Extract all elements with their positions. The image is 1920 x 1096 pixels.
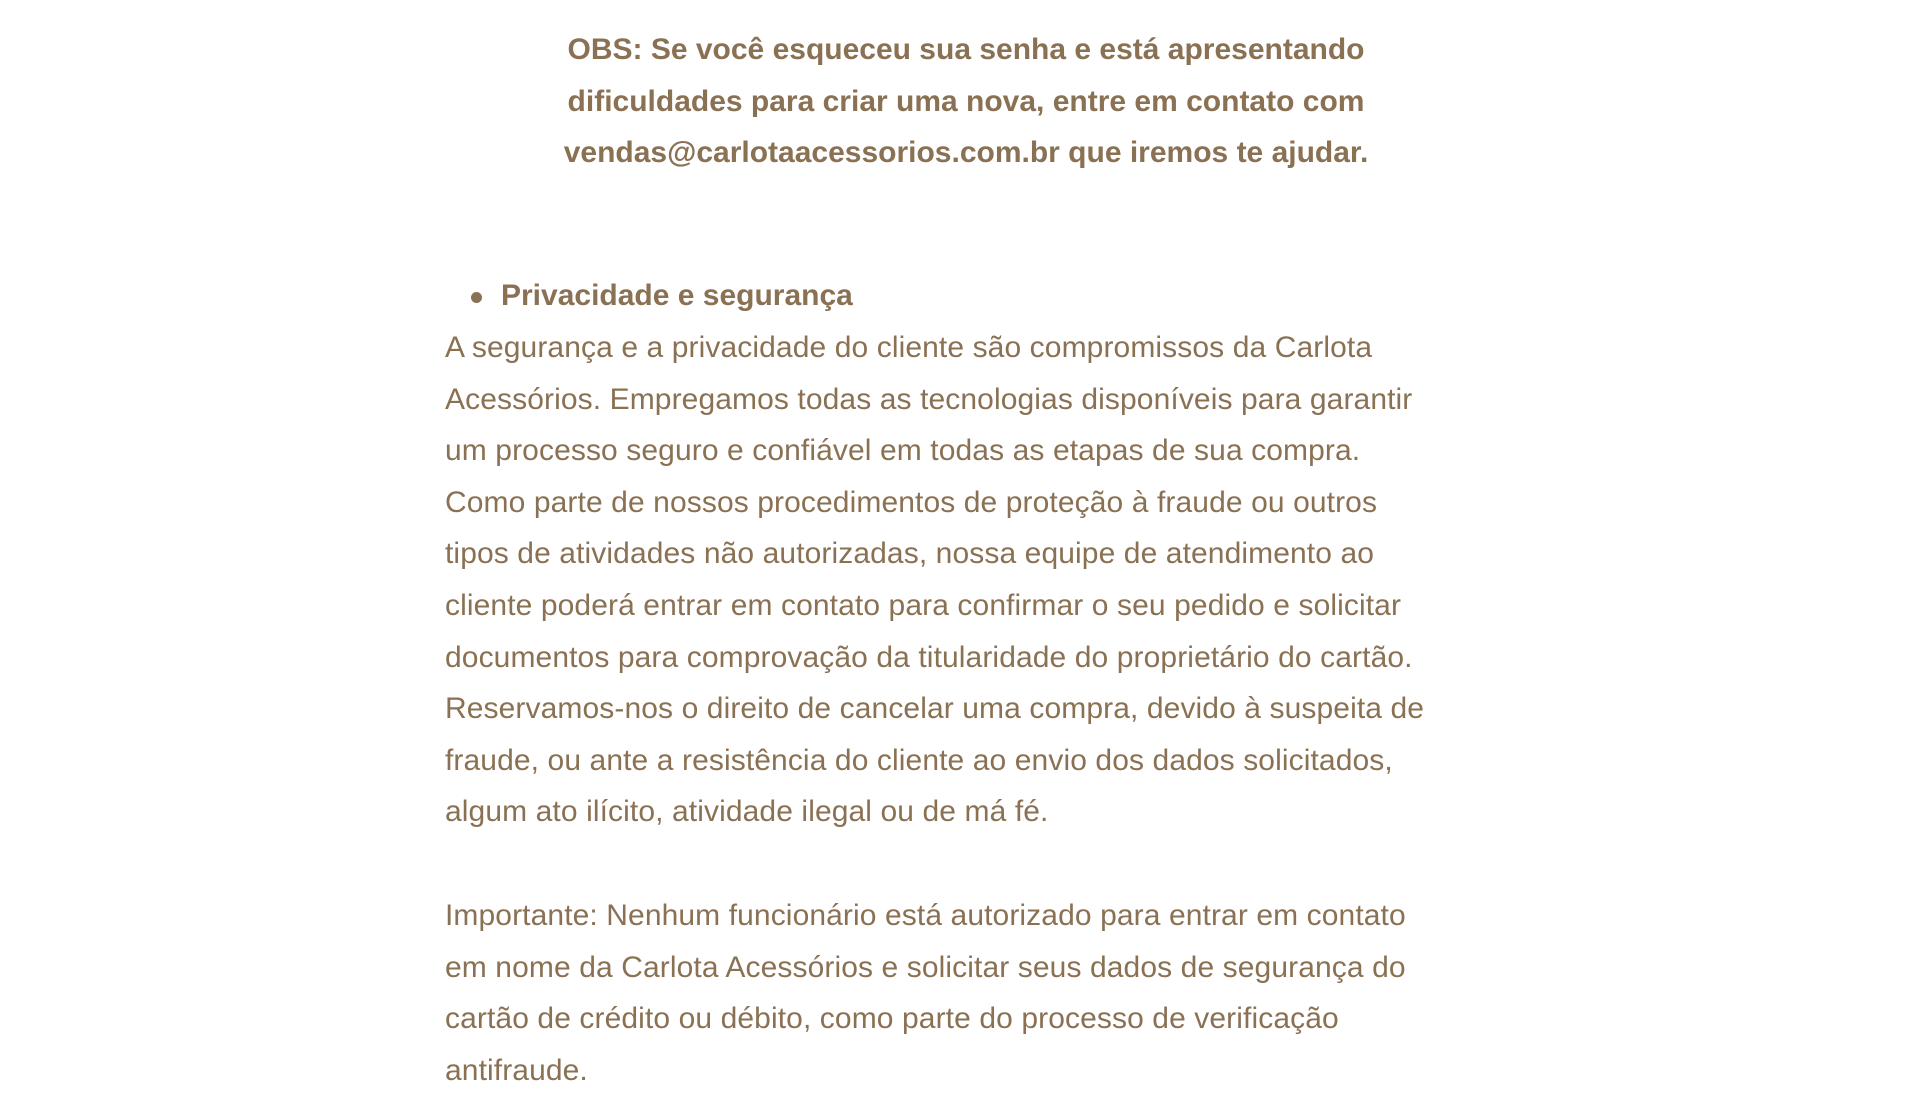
paragraph-line: Importante: Nenhum funcionário está autorizado para entrar em contato: [445, 899, 1406, 932]
bullet-icon: [471, 292, 482, 303]
paragraph-line: tipos de atividades não autorizadas, nossa equipe de atendimento ao: [445, 537, 1375, 571]
notice-line: OBS: Se você esqueceu sua senha e está apresentando: [567, 33, 1365, 66]
important-paragraph: [445, 890, 1510, 1096]
notice-line: vendas@carlotaacessorios.com.br que iremos te ajudar.: [563, 136, 1369, 169]
paragraph-line: Como parte de nossos procedimentos de proteção à fraude ou outros: [445, 485, 1378, 519]
privacy-paragraph: [445, 322, 1510, 838]
section-heading: Privacidade e segurança: [501, 279, 853, 312]
page-content: [445, 0, 1505, 1087]
paragraph-line: antifraude.: [445, 1053, 588, 1087]
paragraph-line: algum ato ilícito, atividade ilegal ou de má fé.: [445, 795, 1049, 829]
paragraph-line: cartão de crédito ou débito, como parte do processo de verificação: [445, 1002, 1339, 1036]
paragraph-line: Reservamos-nos o direito de cancelar uma compra, devido à suspeita de: [445, 692, 1425, 726]
notice-line: dificuldades para criar uma nova, entre em contato com: [567, 84, 1365, 118]
section-heading-item: [501, 270, 1501, 322]
paragraph-line: documentos para comprovação da titularidade do proprietário do cartão.: [445, 640, 1413, 674]
section-list: [445, 270, 1501, 322]
password-help-notice: [445, 24, 1505, 179]
paragraph-line: Acessórios. Empregamos todas as tecnologias disponíveis para garantir: [445, 382, 1413, 416]
paragraph-line: fraude, ou ante a resistência do cliente ao envio dos dados solicitados,: [445, 743, 1393, 777]
paragraph-line: A segurança e a privacidade do cliente são compromissos da Carlota: [445, 331, 1373, 364]
paragraph-line: em nome da Carlota Acessórios e solicitar seus dados de segurança do: [445, 950, 1406, 984]
paragraph-line: um processo seguro e confiável em todas as etapas de sua compra.: [445, 434, 1361, 468]
paragraph-line: cliente poderá entrar em contato para confirmar o seu pedido e solicitar: [445, 588, 1402, 622]
